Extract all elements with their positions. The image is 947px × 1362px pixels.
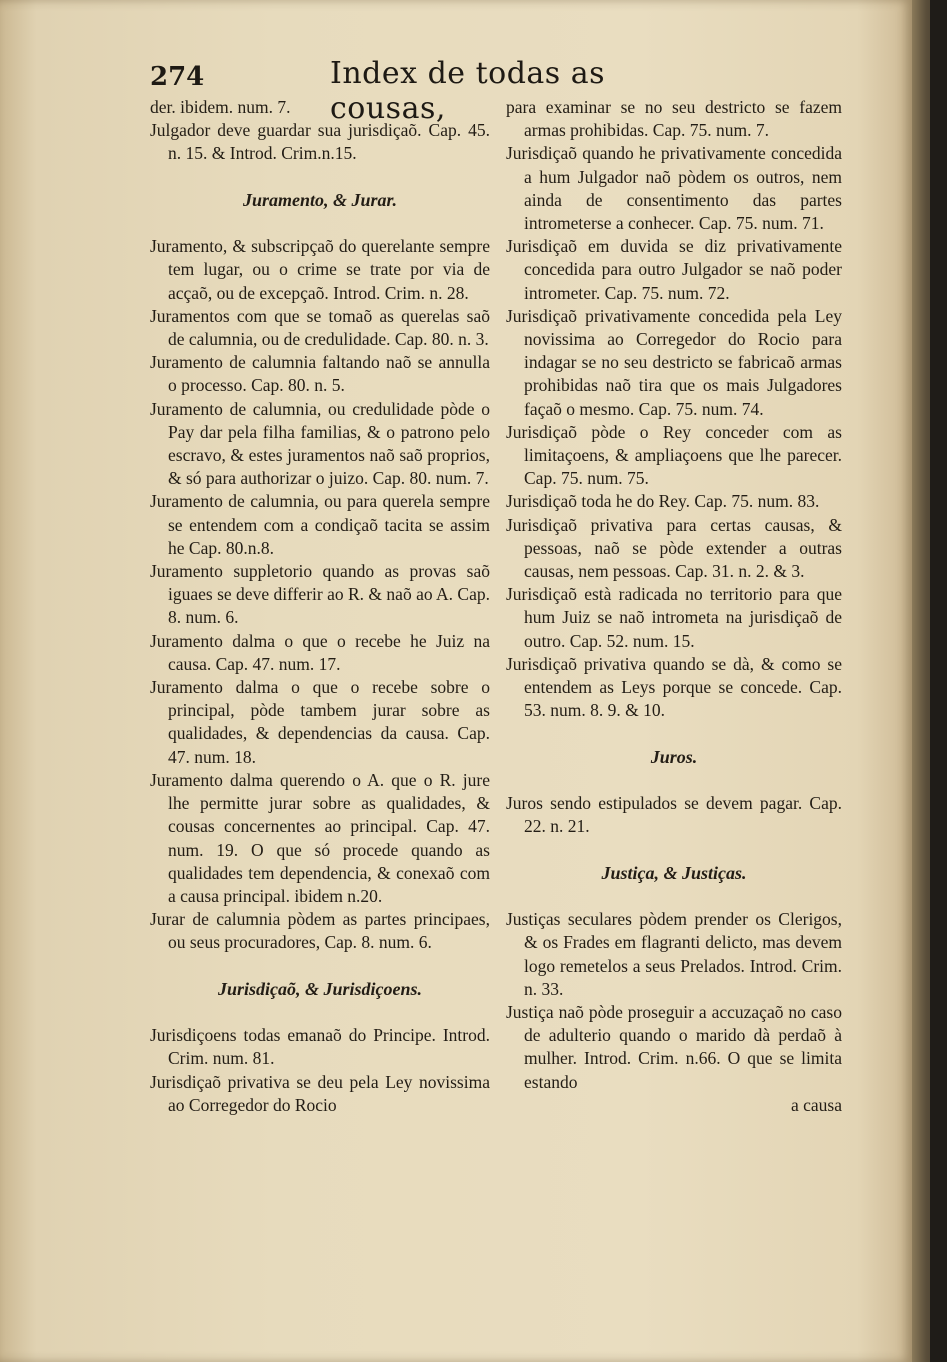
page-edge [912, 0, 947, 1362]
index-entry: Juramento, & subscripçaõ do querelante sempre tem lugar, ou o crime se trate por via de acçaõ, ou de excepçaõ. Introd. Crim. n. 28. [150, 236, 490, 303]
index-entry: Juramento de calumnia, ou credulidade pòde o Pay dar pela filha familias, & o patrono pelo escravo, & estes juramentos naõ saõ proprios, & só para authorizar o juizo. Cap. 80. num. 7. [150, 398, 490, 489]
index-entry: Justiças seculares pòdem prender os Clerigos, & os Frades em flagranti delicto, mas devem logo remetelos a seus Prelados. Introd. Crim. n. 33. [506, 909, 842, 999]
index-entry: Juramento dalma querendo o A. que o R. jure lhe permitte jurar sobre as qualidades, & cousas concernentes ao principal. Cap. 47. num. 19. O que só procede quando as qualidades tem dependencia, & conexaõ com a causa principal. ibidem n.20. [150, 769, 490, 906]
spacer [506, 769, 842, 792]
index-entry: Jurisdiçaõ em duvida se diz privativamente concedida para outro Julgador se naõ poder intrometer. Cap. 75. num. 72. [506, 236, 842, 303]
spacer [506, 885, 842, 908]
spacer [506, 839, 842, 862]
index-entry: Justiça naõ pòde proseguir a accuzaçaõ no caso de adulterio quando o marido dà perdaõ à mulher. Introd. Crim. n.66. O que se limita estando [506, 1001, 842, 1092]
spacer [150, 212, 490, 235]
index-entry: Jurisdiçaõ privativamente concedida pela Ley novissima ao Corregedor do Rocio para indagar se no seu destricto se fabricaõ armas prohibidas naõ tira que os mais Julgadores façaõ o mesmo. Cap. 75. num. 74. [506, 305, 842, 419]
index-entry: Jurisdiçaõ privativa quando se dà, & como se entendem as Leys porque se concede. Cap. 53. num. 8. 9. & 10. [506, 653, 842, 721]
index-entry: Julgador deve guardar sua jurisdiçaõ. Cap. 45. n. 15. & Introd. Crim.n.15. [150, 120, 490, 164]
left-column [150, 96, 490, 1117]
section-heading: Juramento, & Jurar. [242, 189, 398, 210]
spacer [150, 1001, 490, 1024]
binding-edge [930, 0, 947, 1362]
index-entry: Jurisdiçaõ pòde o Rey conceder com as limitaçoens, & ampliaçoens que lhe parecer. Cap. 75. num. 75. [506, 421, 842, 489]
index-entry: Juramento de calumnia, ou para querela sempre se entendem com a condiçaõ tacita se assim he Cap. 80.n.8. [150, 491, 490, 558]
index-entry: Juramentos com que se tomaõ as querelas saõ de calumnia, ou de credulidade. Cap. 80. n. 3. [150, 305, 490, 350]
index-entry: Jurisdiçaõ toda he do Rey. Cap. 75. num. 83. [506, 491, 820, 512]
index-entry: Jurisdiçaõ privativa se deu pela Ley novissima ao Corregedor do Rocio [150, 1071, 490, 1115]
index-entry: der. ibidem. num. 7. [150, 97, 291, 117]
index-entry: para examinar se no seu destricto se fazem armas prohibidas. Cap. 75. num. 7. [506, 97, 842, 141]
spacer [150, 166, 490, 189]
index-entry: Jurisdiçoens todas emanaõ do Principe. Introd. Crim. num. 81. [150, 1025, 490, 1069]
index-entry: Jurisdiçaõ privativa para certas causas, & pessoas, naõ se pòde extender a outras causas, nem pessoas. Cap. 31. n. 2. & 3. [506, 514, 842, 582]
index-entry: Jurar de calumnia pòdem as partes principaes, ou seus procuradores, Cap. 8. num. 6. [150, 909, 490, 953]
right-column-body [506, 96, 842, 1094]
section-heading: Juros. [650, 746, 698, 767]
section-heading: Justiça, & Justiças. [601, 862, 747, 883]
spacer [150, 955, 490, 978]
section-heading: Jurisdiçaõ, & Jurisdiçoens. [217, 978, 423, 999]
running-title: Index de todas as cousas, [330, 56, 605, 126]
page-number: 274 [150, 62, 205, 92]
index-entry: Juros sendo estipulados se devem pagar. Cap. 22. n. 21. [506, 793, 842, 837]
right-column [506, 96, 842, 1117]
index-entry: Jurisdiçaõ quando he privativamente concedida a hum Julgador naõ pòdem os outros, nem ainda de consentimento das partes intrometerse a conhecer. Cap. 75. num. 71. [506, 143, 842, 234]
index-entry: Juramento dalma o que o recebe he Juiz na causa. Cap. 47. num. 17. [150, 630, 490, 674]
index-entry: Jurisdiçaõ està radicada no territorio para que hum Juiz se naõ intrometa na jurisdiçaõ de outro. Cap. 52. num. 15. [506, 584, 842, 651]
catchword: a causa [790, 1094, 842, 1115]
index-entry: Juramento de calumnia faltando naõ se annulla o processo. Cap. 80. n. 5. [150, 352, 490, 396]
index-entry: Juramento suppletorio quando as provas saõ iguaes se deve differir ao R. & naõ ao A. Cap. 8. num. 6. [150, 561, 490, 628]
spacer [506, 722, 842, 745]
index-entry: Juramento dalma o que o recebe sobre o principal, pòde tambem jurar sobre as qualidades, & dependencias da causa. Cap. 47. num. 18. [150, 677, 490, 767]
